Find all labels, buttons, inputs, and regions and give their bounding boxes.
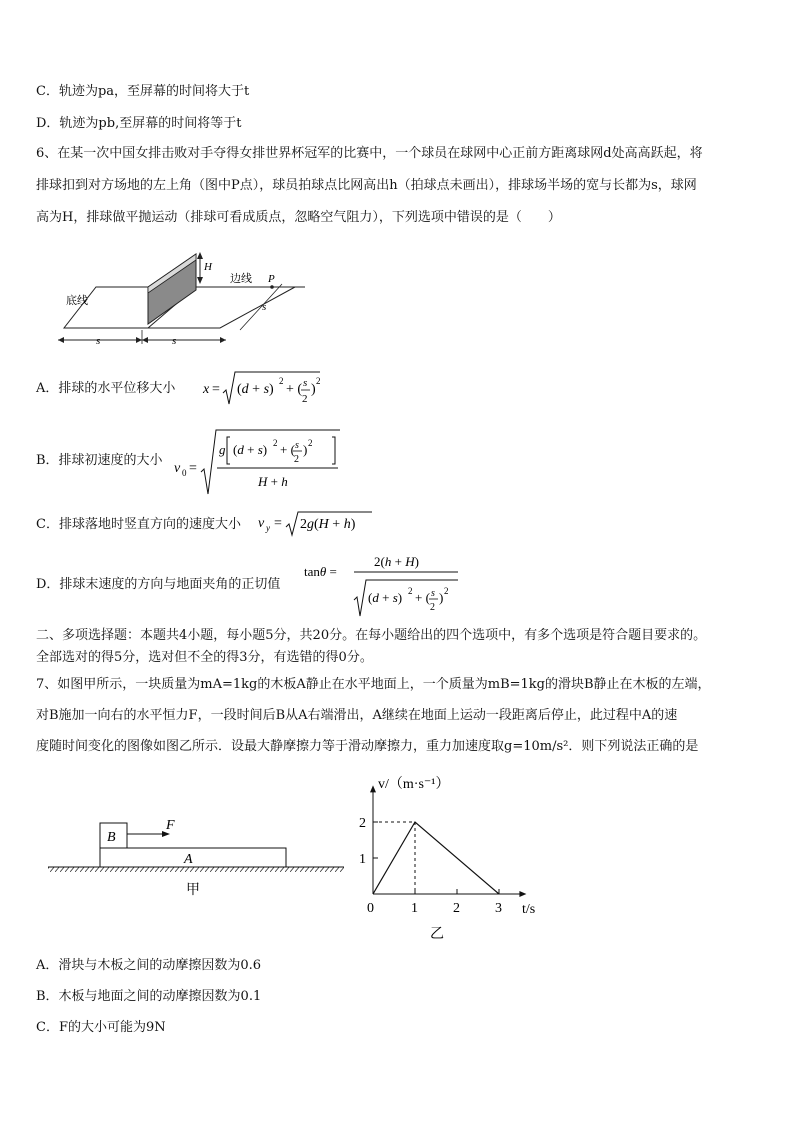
- q5-option-d: D．轨迹为pb,至屏幕的时间将等于t: [36, 116, 242, 131]
- chart-x-tick-label: 3: [495, 901, 502, 916]
- chart-y-axis-arrow: [370, 785, 376, 792]
- figure-jia-caption: 甲: [186, 882, 200, 898]
- chart-x-tick-label: 1: [411, 901, 418, 916]
- chart-x-tick-label: 2: [453, 901, 460, 916]
- svg-text:2: 2: [444, 586, 449, 596]
- block-on-board-figure: [40, 812, 350, 898]
- svg-text:s: s: [431, 588, 435, 599]
- chart-y-axis-label: v/（m·s⁻¹）: [378, 777, 450, 792]
- svg-text:2(h + H): 2(h + H): [374, 554, 419, 569]
- bottom-length-label-2: s: [172, 335, 177, 347]
- q6-option-d: D．排球末速度的方向与地面夹角的正切值: [36, 577, 281, 592]
- svg-text:v: v: [174, 461, 181, 476]
- q5-option-c: C．轨迹为pa，至屏幕的时间将大于t: [36, 84, 250, 99]
- svg-text:=: =: [212, 382, 220, 397]
- chart-velocity-line: [373, 822, 499, 894]
- formula-b: [172, 426, 342, 498]
- svg-text:v: v: [258, 516, 265, 531]
- q7-stem-line3: 度随时间变化的图像如图乙所示．设最大静摩擦力等于滑动摩擦力，重力加速度取g=10m/s²．则下列说法正确的是: [36, 739, 699, 754]
- point-p-marker: [270, 285, 274, 289]
- q7-option-a: A．滑块与木板之间的动摩擦因数为0.6: [36, 958, 262, 973]
- svg-text:2: 2: [294, 454, 299, 465]
- chart-caption: 乙: [430, 926, 444, 942]
- sideline-label: 边线: [230, 272, 252, 285]
- svg-text:2: 2: [279, 376, 284, 386]
- q7-stem-line1: 7、如图甲所示，一块质量为mA=1kg的木板A静止在水平地面上，一个质量为mB=1kg的滑块B静止在木板的左端，: [36, 677, 711, 692]
- svg-text:y: y: [266, 523, 270, 533]
- q7-stem-line2: 对B施加一向右的水平恒力F，一段时间后B从A右端滑出，A继续在地面上运动一段距离后停止，此过程中A的速: [36, 708, 678, 723]
- q6-option-b: B．排球初速度的大小: [36, 453, 163, 468]
- block-b-label: B: [107, 830, 116, 845]
- point-p-label: P: [268, 273, 275, 285]
- section2-instructions-line2: 全部选对的得5分，选对但不全的得3分，有选错的得0分。: [36, 650, 373, 665]
- board-a: [100, 848, 286, 867]
- svg-text:2: 2: [408, 586, 413, 596]
- chart-x-axis-label: t/s: [522, 902, 536, 917]
- svg-text:H + h: H + h: [258, 474, 288, 489]
- svg-text:2: 2: [308, 438, 313, 448]
- svg-text:2g(H + h): 2g(H + h): [300, 517, 356, 532]
- force-label: F: [166, 818, 175, 833]
- board-a-label: A: [184, 852, 193, 867]
- chart-y-tick-label: 2: [359, 816, 366, 831]
- svg-text:(d + s): (d + s): [237, 382, 274, 397]
- svg-text:2: 2: [316, 376, 321, 386]
- svg-text:): ): [439, 590, 444, 605]
- chart-x-tick-label: 0: [367, 901, 374, 916]
- q7-option-b: B．木板与地面之间的动摩擦因数为0.1: [36, 989, 262, 1004]
- svg-text:s: s: [295, 440, 299, 451]
- q7-option-c: C．F的大小可能为9N: [36, 1020, 166, 1035]
- net-height-label: H: [204, 261, 212, 273]
- svg-text:=: =: [189, 461, 197, 476]
- section2-instructions-line1: 二、多项选择题：本题共4小题，每小题5分，共20分。在每小题给出的四个选项中，有多个选项是符合题目要求的。: [36, 628, 707, 643]
- q6-option-c: C．排球落地时竖直方向的速度大小: [36, 517, 241, 532]
- svg-text:0: 0: [182, 468, 187, 478]
- svg-text:g: g: [219, 442, 226, 457]
- svg-text:2: 2: [430, 602, 435, 613]
- svg-text:2: 2: [273, 438, 278, 448]
- svg-text:s: s: [303, 377, 308, 389]
- side-length-label: s: [262, 301, 267, 313]
- chart-y-tick-label: 1: [359, 852, 366, 867]
- q6-stem-line3: 高为H，排球做平抛运动（排球可看成质点，忽略空气阻力），下列选项中错误的是（ ）: [36, 210, 561, 225]
- svg-text:x: x: [203, 382, 210, 397]
- svg-text:+ (: + (: [280, 442, 295, 457]
- q6-stem-line2: 排球扣到对方场地的左上角（图中P点），球员拍球点比网高出h（拍球点未画出），排球场半场的宽与长都为s，球网: [36, 178, 697, 193]
- baseline-label: 底线: [66, 294, 88, 307]
- svg-text:=: =: [274, 516, 282, 531]
- formula-c: [256, 508, 376, 538]
- bottom-length-label-1: s: [96, 335, 101, 347]
- velocity-time-chart: [334, 768, 554, 944]
- svg-text:+ (: + (: [286, 382, 303, 397]
- svg-text:(d + s): (d + s): [368, 590, 403, 605]
- svg-text:(d + s): (d + s): [233, 442, 268, 457]
- formula-a: [202, 366, 332, 410]
- svg-text:2: 2: [302, 393, 308, 405]
- q6-option-a: A．排球的水平位移大小: [36, 381, 176, 396]
- q6-stem-line1: 6、在某一次中国女排击败对手夺得女排世界杯冠军的比赛中，一个球员在球网中心正前方距离球网d处高高跃起，将: [36, 146, 703, 161]
- svg-text:tanθ =: tanθ =: [304, 564, 337, 579]
- volleyball-court-figure: [50, 240, 310, 350]
- svg-text:): ): [303, 442, 308, 457]
- svg-text:): ): [311, 382, 316, 397]
- svg-text:+ (: + (: [415, 590, 430, 605]
- formula-d: [302, 550, 462, 622]
- chart-x-axis-arrow: [519, 891, 526, 897]
